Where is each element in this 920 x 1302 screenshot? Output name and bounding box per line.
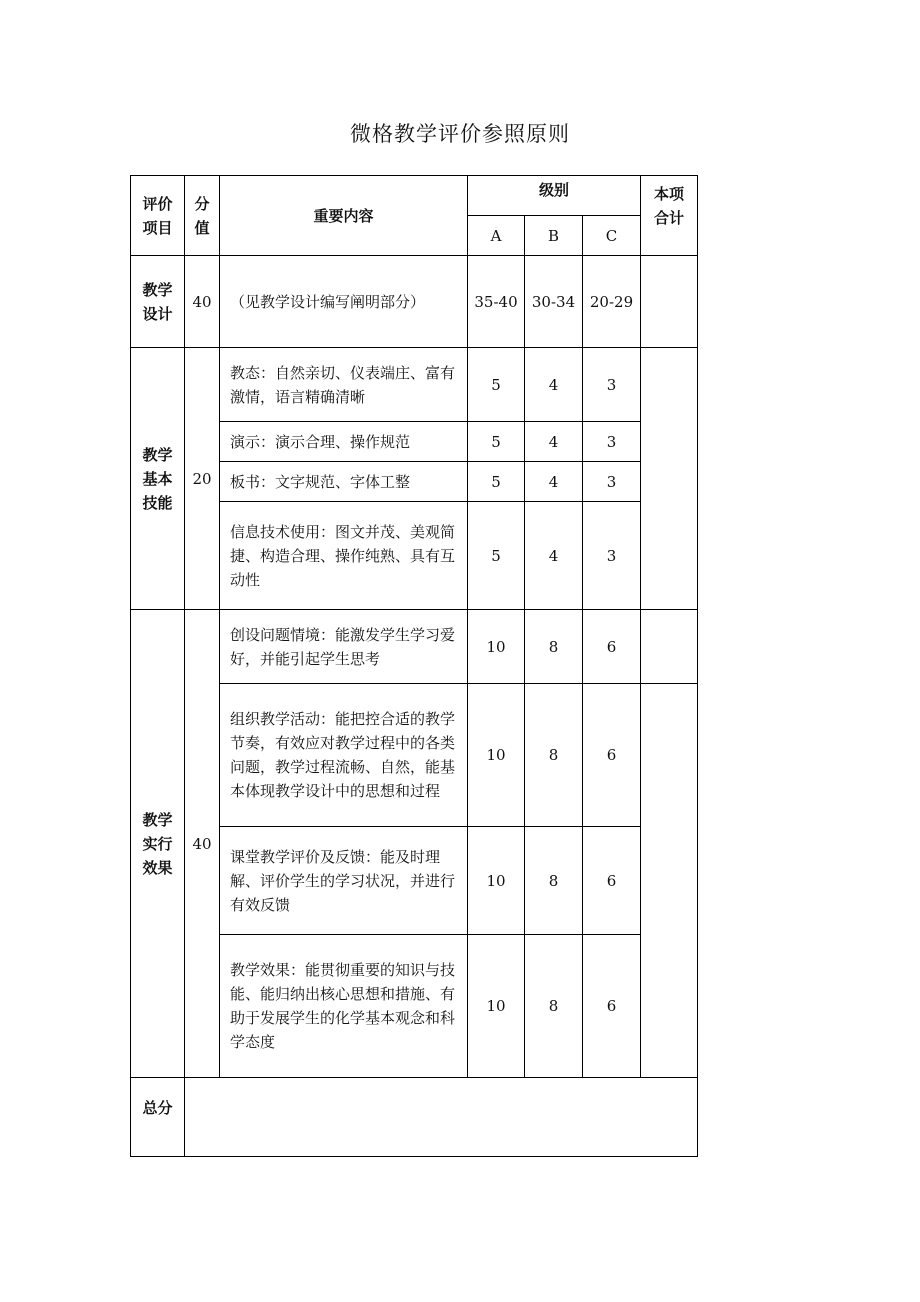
level-b-cell: 4 xyxy=(525,422,583,462)
content-effect-1: 创设问题情境：能激发学生学习爱好，并能引起学生思考 xyxy=(220,610,468,684)
level-b-cell: 4 xyxy=(525,348,583,422)
subtotal-design xyxy=(641,256,698,348)
header-level: 级别 xyxy=(468,176,641,216)
level-a-cell: 10 xyxy=(468,935,525,1078)
subtotal-effect-2 xyxy=(641,684,698,1078)
header-score: 分值 xyxy=(185,176,220,256)
level-b-cell: 4 xyxy=(525,502,583,610)
score-design: 40 xyxy=(185,256,220,348)
level-a-cell: 5 xyxy=(468,422,525,462)
content-skills-4: 信息技术使用：图文并茂、美观简捷、构造合理、操作纯熟、具有互动性 xyxy=(220,502,468,610)
level-b-cell: 8 xyxy=(525,935,583,1078)
level-a-cell: 5 xyxy=(468,502,525,610)
level-c-cell: 3 xyxy=(583,422,641,462)
level-c-cell: 6 xyxy=(583,610,641,684)
level-c-cell: 20-29 xyxy=(583,256,641,348)
header-category: 评价项目 xyxy=(131,176,185,256)
level-b-cell: 8 xyxy=(525,827,583,935)
level-c-cell: 3 xyxy=(583,348,641,422)
level-a-cell: 35-40 xyxy=(468,256,525,348)
content-design: （见教学设计编写阐明部分） xyxy=(220,256,468,348)
evaluation-table xyxy=(130,175,698,1157)
level-c-cell: 6 xyxy=(583,827,641,935)
level-b-cell: 30-34 xyxy=(525,256,583,348)
level-a-cell: 10 xyxy=(468,684,525,827)
level-b-cell: 8 xyxy=(525,610,583,684)
header-subtotal: 本项合计 xyxy=(641,176,698,256)
header-level-c: C xyxy=(583,216,641,256)
page-title: 微格教学评价参照原则 xyxy=(350,122,570,146)
category-design: 教学设计 xyxy=(131,256,185,348)
subtotal-effect-1 xyxy=(641,610,698,684)
level-b-cell: 4 xyxy=(525,462,583,502)
level-a-cell: 5 xyxy=(468,348,525,422)
level-a-cell: 10 xyxy=(468,610,525,684)
total-label: 总分 xyxy=(131,1078,185,1157)
content-effect-3: 课堂教学评价及反馈：能及时理解、评价学生的学习状况，并进行有效反馈 xyxy=(220,827,468,935)
content-effect-2: 组织教学活动：能把控合适的教学节奏，有效应对教学过程中的各类问题，教学过程流畅、自然，能基本体现教学设计中的思想和过程 xyxy=(220,684,468,827)
level-c-cell: 3 xyxy=(583,502,641,610)
category-effect: 教学实行效果 xyxy=(131,610,185,1078)
header-content: 重要内容 xyxy=(220,176,468,256)
header-level-a: A xyxy=(468,216,525,256)
level-c-cell: 3 xyxy=(583,462,641,502)
level-a-cell: 10 xyxy=(468,827,525,935)
subtotal-skills xyxy=(641,348,698,610)
content-effect-4: 教学效果：能贯彻重要的知识与技能、能归纳出核心思想和措施、有助于发展学生的化学基本观念和科学态度 xyxy=(220,935,468,1078)
content-skills-3: 板书：文字规范、字体工整 xyxy=(220,462,468,502)
level-c-cell: 6 xyxy=(583,684,641,827)
level-b-cell: 8 xyxy=(525,684,583,827)
level-c-cell: 6 xyxy=(583,935,641,1078)
total-value xyxy=(185,1078,698,1157)
level-a-cell: 5 xyxy=(468,462,525,502)
content-skills-2: 演示：演示合理、操作规范 xyxy=(220,422,468,462)
content-skills-1: 教态：自然亲切、仪表端庄、富有激情，语言精确清晰 xyxy=(220,348,468,422)
score-skills: 20 xyxy=(185,348,220,610)
header-level-b: B xyxy=(525,216,583,256)
category-skills: 教学基本技能 xyxy=(131,348,185,610)
score-effect: 40 xyxy=(185,610,220,1078)
